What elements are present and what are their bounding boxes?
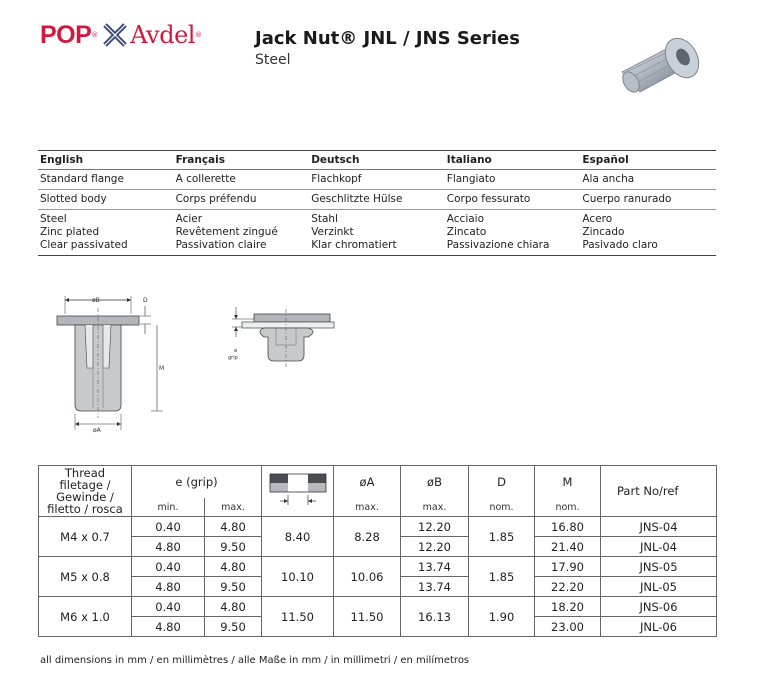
grip-min-cell: 0.40: [132, 517, 205, 537]
brand-logo: [40, 20, 202, 50]
part-cell: JNS-06: [601, 597, 717, 617]
thread-cell: M5 x 0.8: [39, 557, 132, 597]
oB-cell: 12.20: [401, 537, 469, 557]
table-cell: Ala ancha: [582, 173, 635, 185]
table-cell: Cuerpo ranurado: [582, 193, 672, 205]
grip-header: e (grip): [132, 466, 262, 499]
D-cell: 1.85: [469, 557, 535, 597]
table-cell: [174, 210, 310, 255]
table-row: [39, 557, 717, 577]
installed-view-drawing: [226, 305, 336, 375]
oA-cell: 10.06: [334, 557, 401, 597]
part-header: Part No/ref: [601, 466, 717, 517]
material-text: Revêtement zingué: [175, 226, 278, 238]
page-title: Jack Nut® JNL / JNS Series: [255, 28, 520, 49]
M-cell: 17.90: [535, 557, 601, 577]
material-text: Acero: [582, 213, 613, 225]
table-row: [39, 597, 717, 617]
label-oA: øA: [93, 427, 101, 434]
lang-header-english: English: [40, 154, 84, 166]
M-cell: 18.20: [535, 597, 601, 617]
hole-diagram-header: [262, 466, 334, 517]
table-cell: Flachkopf: [311, 173, 362, 185]
translation-table: [38, 150, 716, 256]
translation-row-materials: [38, 210, 716, 256]
material-text: Passivazione chiara: [446, 239, 550, 251]
grip-min-cell: 0.40: [132, 597, 205, 617]
grip-max-cell: 9.50: [205, 537, 262, 557]
grip-max-cell: 4.80: [205, 597, 262, 617]
M-cell: 22.20: [535, 577, 601, 597]
grip-min-cell: 4.80: [132, 537, 205, 557]
material-text: Pasivado claro: [582, 239, 658, 251]
M-cell: 21.40: [535, 537, 601, 557]
grip-min-cell: 4.80: [132, 577, 205, 597]
table-cell: Corps préfendu: [175, 193, 257, 205]
translation-header-row: [38, 150, 716, 170]
material-text: Zincado: [582, 226, 625, 238]
oA-header: øA: [334, 466, 401, 499]
table-cell: Standard flange: [40, 173, 124, 185]
grip-max-cell: 4.80: [205, 517, 262, 537]
page-subtitle: Steel: [255, 52, 291, 68]
M-cell: 23.00: [535, 617, 601, 637]
M-cell: 16.80: [535, 517, 601, 537]
table-cell: A collerette: [175, 173, 236, 185]
lang-header-spanish: Español: [582, 154, 629, 166]
D-header: D: [469, 466, 535, 499]
material-text: Verzinkt: [311, 226, 354, 238]
logo-pop-text: POP: [40, 20, 92, 49]
oA-cell: 11.50: [334, 597, 401, 637]
table-cell: Flangiato: [446, 173, 496, 185]
oA-cell: 8.28: [334, 517, 401, 557]
thread-cell: M6 x 1.0: [39, 597, 132, 637]
oB-sub-header: max.: [401, 498, 469, 517]
M-header: M: [535, 466, 601, 499]
oB-cell: 12.20: [401, 517, 469, 537]
grip-min-cell: 4.80: [132, 617, 205, 637]
table-cell: [309, 210, 445, 255]
part-cell: JNS-04: [601, 517, 717, 537]
material-text: Passivation claire: [175, 239, 267, 251]
thread-header-line: filetto / rosca: [47, 502, 123, 516]
material-text: Klar chromatiert: [311, 239, 397, 251]
label-e: e: [234, 348, 238, 354]
hole-cell: 10.10: [262, 557, 334, 597]
panel-hole-icon: [266, 469, 330, 511]
part-cell: JNS-05: [601, 557, 717, 577]
thread-cell: M4 x 0.7: [39, 517, 132, 557]
oB-cell: 13.74: [401, 577, 469, 597]
table-cell: Slotted body: [40, 193, 107, 205]
hole-cell: 8.40: [262, 517, 334, 557]
grip-min-header: min.: [132, 498, 205, 517]
part-cell: JNL-06: [601, 617, 717, 637]
table-cell: Geschlitzte Hülse: [311, 193, 403, 205]
translation-row-flange: [38, 170, 716, 190]
spec-table: [38, 465, 717, 637]
D-cell: 1.90: [469, 597, 535, 637]
logo-avdel-reg: ®: [194, 31, 202, 39]
part-cell: JNL-05: [601, 577, 717, 597]
oB-cell: 13.74: [401, 557, 469, 577]
table-cell: [445, 210, 581, 255]
thread-header-line: Gewinde /: [56, 490, 114, 504]
logo-pop-reg: ®: [91, 31, 99, 39]
lang-header-french: Français: [175, 154, 225, 166]
lang-header-italian: Italiano: [446, 154, 492, 166]
M-sub-header: nom.: [535, 498, 601, 517]
logo-avdel-text: Avdel: [130, 21, 195, 49]
material-text: Zincato: [446, 226, 487, 238]
side-view-drawing: [45, 290, 175, 435]
label-oB: øB: [92, 297, 100, 304]
grip-max-cell: 9.50: [205, 617, 262, 637]
grip-min-cell: 0.40: [132, 557, 205, 577]
label-D: D: [143, 297, 148, 304]
grip-max-cell: 9.50: [205, 577, 262, 597]
oB-cell: 16.13: [401, 597, 469, 637]
material-text: Clear passivated: [40, 239, 128, 251]
label-M: M: [159, 365, 165, 372]
thread-header-line: filetage /: [59, 478, 111, 492]
thread-header-line: Thread: [64, 466, 106, 480]
D-sub-header: nom.: [469, 498, 535, 517]
grip-max-cell: 4.80: [205, 557, 262, 577]
table-row: [39, 517, 717, 537]
part-cell: JNL-04: [601, 537, 717, 557]
lang-header-german: Deutsch: [311, 154, 360, 166]
oA-sub-header: max.: [334, 498, 401, 517]
footnote: all dimensions in mm / en millimètres / alle Maße in mm / in millimetri / en milímetros: [40, 655, 470, 666]
spec-header-row: [39, 466, 717, 499]
label-grip: grip: [228, 355, 238, 361]
D-cell: 1.85: [469, 517, 535, 557]
material-text: Acciaio: [446, 213, 485, 225]
material-text: Acier: [175, 213, 203, 225]
oB-header: øB: [401, 466, 469, 499]
table-cell: Corpo fessurato: [446, 193, 531, 205]
grip-max-header: max.: [205, 498, 262, 517]
hole-cell: 11.50: [262, 597, 334, 637]
material-text: Stahl: [311, 213, 338, 225]
thread-header: [39, 466, 132, 517]
table-cell: [580, 210, 716, 255]
material-text: Zinc plated: [40, 226, 100, 238]
logo-cross-icon: [103, 23, 127, 47]
table-cell: [38, 210, 174, 255]
material-text: Steel: [40, 213, 67, 225]
translation-row-body: [38, 190, 716, 210]
product-photo-icon: [614, 28, 714, 106]
